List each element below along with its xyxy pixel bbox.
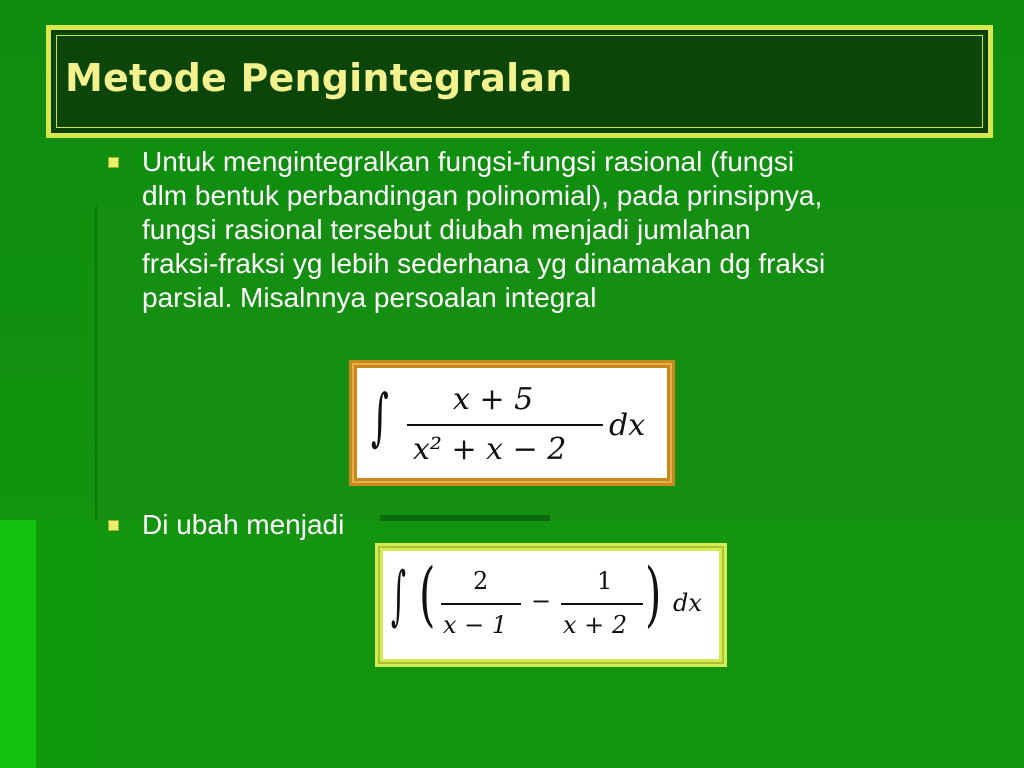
numerator-2: 1 <box>597 567 613 595</box>
integral-formula-2 <box>375 543 727 667</box>
bullet-line: fungsi rasional tersebut diubah menjadi jumlahan <box>142 214 751 245</box>
integral-sign: ∫ <box>391 559 407 633</box>
denominator: x² + x − 2 <box>413 432 567 467</box>
minus-sign: − <box>531 587 552 615</box>
integral-formula-1 <box>349 360 675 486</box>
title-box <box>51 30 988 133</box>
bullet-square-icon <box>108 157 119 168</box>
bullet-line: Di ubah menjadi <box>142 509 345 540</box>
differential: dx <box>673 589 702 617</box>
fraction-bar <box>561 603 643 605</box>
background-stripe-light <box>0 520 36 768</box>
title-frame <box>46 25 993 138</box>
bullet-square-icon <box>108 520 119 531</box>
integral-sign: ∫ <box>371 380 389 453</box>
denominator-1: x − 1 <box>443 611 508 639</box>
background-stripe <box>36 520 96 768</box>
numerator-1: 2 <box>473 567 489 595</box>
left-parenthesis: ( <box>419 553 436 635</box>
bullet-text-2 <box>142 508 542 542</box>
right-parenthesis: ) <box>645 553 662 635</box>
bullet-line: dlm bentuk perbandingan polinomial), pada prinsipnya, <box>142 180 823 211</box>
bullet-line: fraksi-fraksi yg lebih sederhana yg dinamakan dg fraksi <box>142 248 826 279</box>
fraction-bar <box>407 424 603 426</box>
numerator: x + 5 <box>453 382 534 417</box>
bullet-text-1 <box>142 145 1002 315</box>
fraction-bar <box>441 603 521 605</box>
bullet-line: parsial. Misalnnya persoalan integral <box>142 282 597 313</box>
differential: dx <box>609 408 646 443</box>
bullet-line: Untuk mengintegralkan fungsi-fungsi rasional (fungsi <box>142 146 795 177</box>
denominator-2: x + 2 <box>563 611 628 639</box>
slide-title: Metode Pengintegralan <box>65 56 573 100</box>
